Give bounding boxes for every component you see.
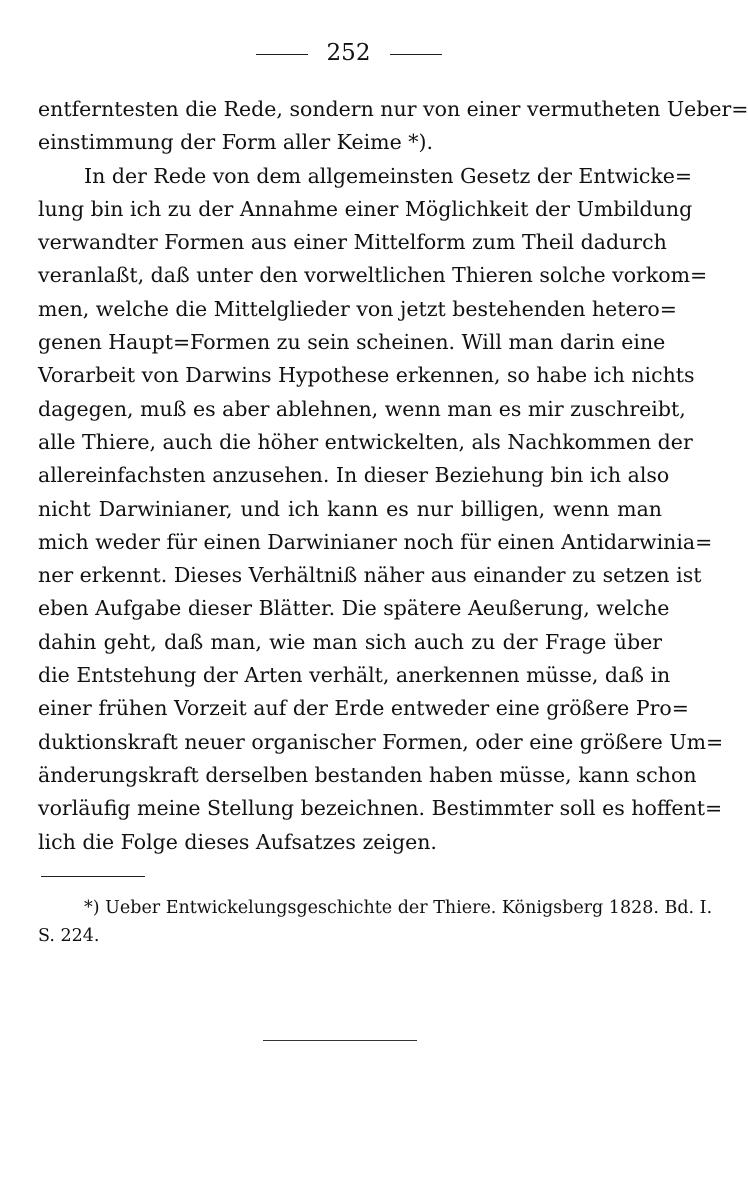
text-line: genen Haupt=Formen zu sein scheinen. Will man darin eine — [38, 330, 666, 355]
text-line: ner erkennt. Dieses Verhältniß näher aus einander zu setzen ist — [38, 563, 702, 588]
text-line: alle Thiere, auch die höher entwickelten, als Nachkommen der — [38, 429, 693, 454]
body-text — [38, 93, 748, 859]
text-line: die Entstehung der Arten verhält, anerkennen müsse, daß in — [38, 663, 671, 688]
footnote-line: S. 224. — [38, 926, 100, 946]
header-rule-right — [390, 54, 442, 55]
text-line: dagegen, muß es aber ablehnen, wenn man es mir zuschreibt, — [38, 396, 686, 421]
text-line: einstimmung der Form aller Keime *). — [38, 130, 433, 155]
footnote-line: *) Ueber Entwickelungsgeschichte der Thiere. Königsberg 1828. Bd. I. — [84, 898, 713, 918]
footnote-rule — [41, 876, 145, 877]
text-line: lung bin ich zu der Annahme einer Möglichkeit der Umbildung — [38, 196, 693, 221]
text-line: entferntesten die Rede, sondern nur von einer vermutheten Ueber= — [38, 97, 748, 121]
text-line: einer frühen Vorzeit auf der Erde entweder eine größere Pro= — [38, 696, 689, 721]
text-line: allereinfachsten anzusehen. In dieser Beziehung bin ich also — [38, 463, 670, 488]
text-line: Vorarbeit von Darwins Hypothese erkennen, so habe ich nichts — [38, 363, 695, 388]
text-line: eben Aufgabe dieser Blätter. Die spätere Aeußerung, welche — [38, 596, 670, 621]
text-line-paragraph-start: In der Rede von dem allgemeinsten Gesetz der Entwicke= — [84, 163, 693, 188]
text-line: vorläufig meine Stellung bezeichnen. Bestimmter soll es hoffent= — [38, 796, 723, 821]
text-line: mich weder für einen Darwinianer noch für einen Antidarwinia= — [38, 529, 713, 554]
text-line: duktionskraft neuer organischer Formen, oder eine größere Um= — [38, 729, 724, 754]
text-line: verwandter Formen aus einer Mittelform zum Theil dadurch — [38, 230, 667, 255]
page-number: 252 — [326, 40, 371, 66]
bottom-rule — [263, 1040, 417, 1041]
text-line: nicht Darwinianer, und ich kann es nur billigen, wenn man — [38, 496, 662, 521]
text-line: veranlaßt, daß unter den vorweltlichen Thieren solche vorkom= — [38, 263, 708, 288]
footnote — [38, 894, 713, 950]
text-line: änderungskraft derselben bestanden haben müsse, kann schon — [38, 762, 697, 787]
text-line: men, welche die Mittelglieder von jetzt bestehenden hetero= — [38, 296, 677, 321]
page-header — [0, 38, 697, 68]
text-line: dahin geht, daß man, wie man sich auch zu der Frage über — [38, 629, 662, 654]
text-line: lich die Folge dieses Aufsatzes zeigen. — [38, 829, 437, 854]
